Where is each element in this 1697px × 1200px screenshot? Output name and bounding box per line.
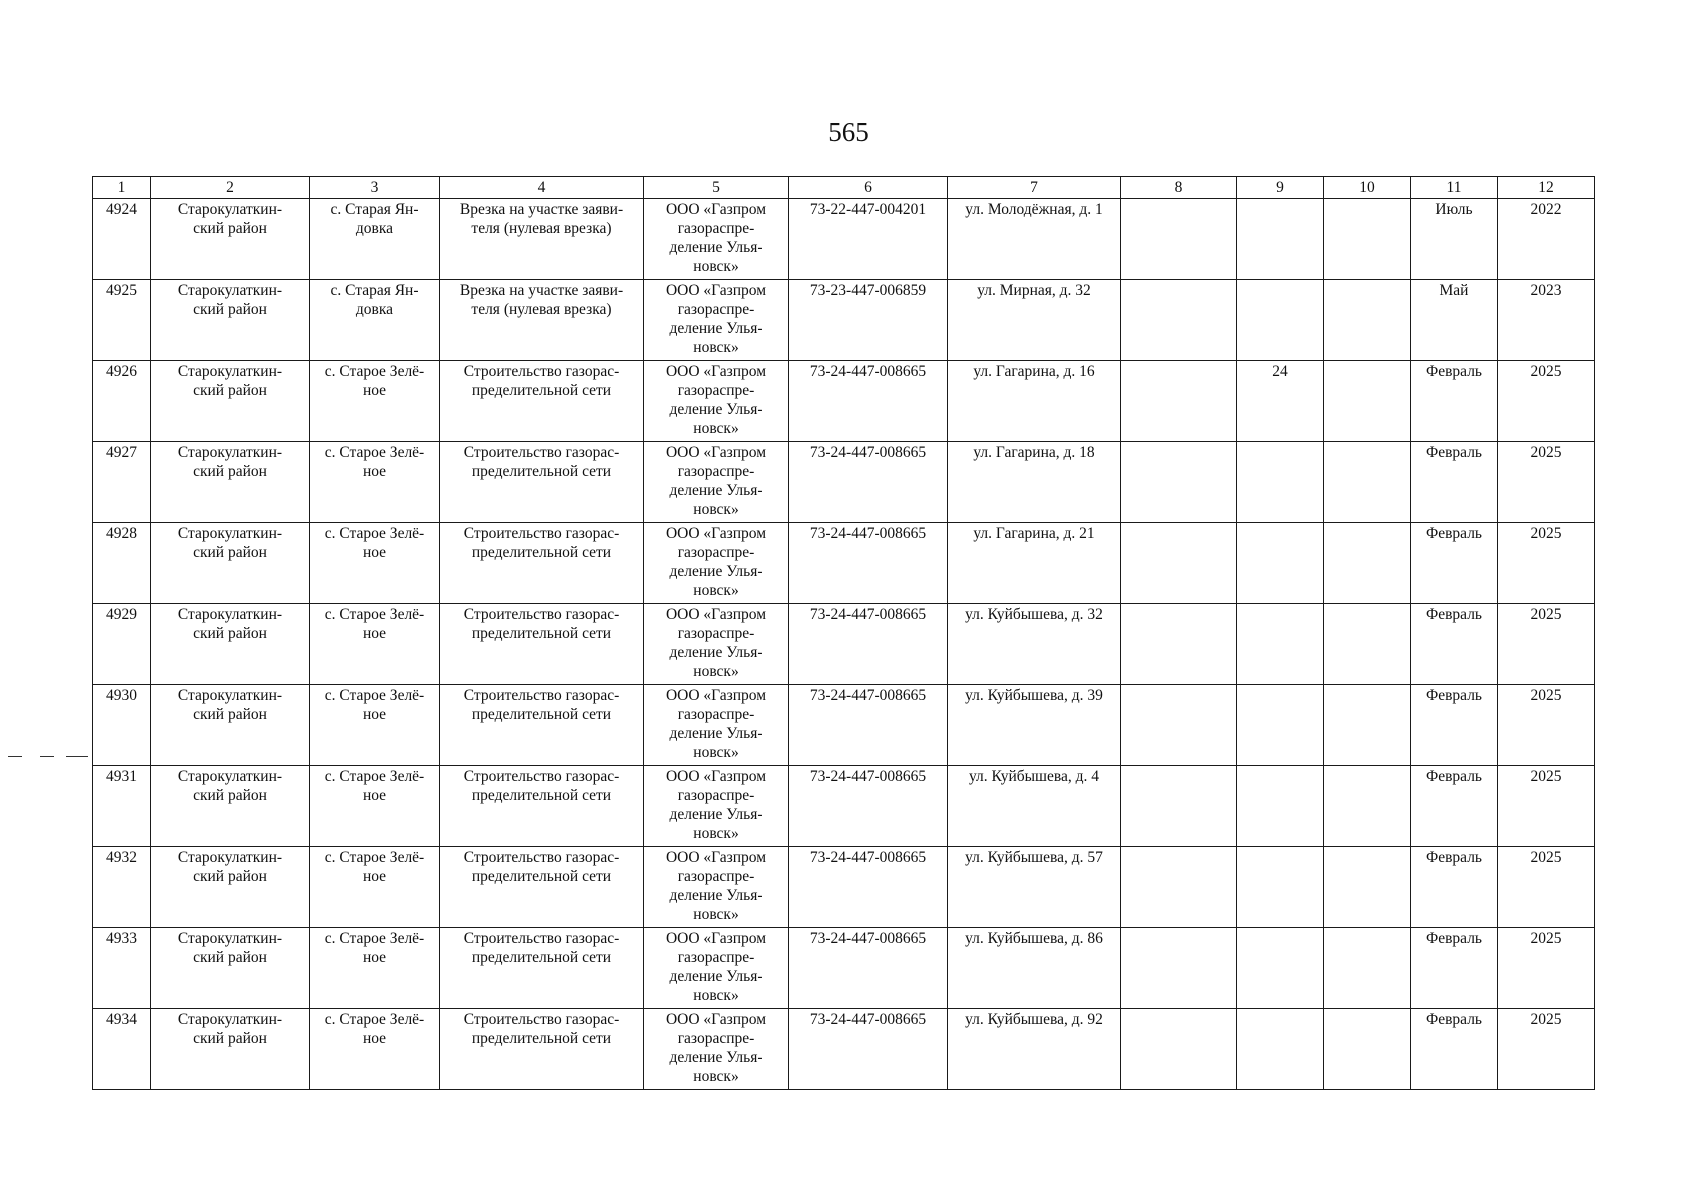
scan-artifact	[8, 756, 22, 757]
table-row	[93, 766, 1595, 847]
cell-number: 4927	[93, 442, 151, 523]
cell-month: Февраль	[1411, 766, 1498, 847]
cell-col8	[1121, 442, 1237, 523]
page-number: 565	[828, 117, 869, 147]
column-header: 2	[151, 177, 310, 199]
register-table	[92, 176, 1595, 1090]
cell-year: 2022	[1498, 199, 1595, 280]
cell-col10	[1324, 280, 1411, 361]
cell-organization: ООО «Газпром газораспре- деление Улья- новск»	[644, 1009, 789, 1090]
cell-month: Февраль	[1411, 604, 1498, 685]
table-body	[93, 199, 1595, 1090]
cell-col10	[1324, 442, 1411, 523]
cell-work-type: Строительство газорас- пределительной сети	[440, 766, 644, 847]
cell-locality: с. Старое Зелё- ное	[310, 685, 440, 766]
cell-col9	[1237, 604, 1324, 685]
cell-year: 2025	[1498, 604, 1595, 685]
cell-col9	[1237, 523, 1324, 604]
header-row	[93, 177, 1595, 199]
cell-col10	[1324, 199, 1411, 280]
cell-address: ул. Куйбышева, д. 4	[948, 766, 1121, 847]
cell-code: 73-24-447-008665	[789, 361, 948, 442]
cell-col10	[1324, 928, 1411, 1009]
cell-organization: ООО «Газпром газораспре- деление Улья- новск»	[644, 928, 789, 1009]
cell-locality: с. Старое Зелё- ное	[310, 847, 440, 928]
cell-organization: ООО «Газпром газораспре- деление Улья- новск»	[644, 847, 789, 928]
cell-organization: ООО «Газпром газораспре- деление Улья- новск»	[644, 685, 789, 766]
cell-col8	[1121, 928, 1237, 1009]
cell-work-type: Строительство газорас- пределительной сети	[440, 523, 644, 604]
column-header: 8	[1121, 177, 1237, 199]
cell-month: Февраль	[1411, 1009, 1498, 1090]
cell-address: ул. Куйбышева, д. 32	[948, 604, 1121, 685]
cell-address: ул. Куйбышева, д. 57	[948, 847, 1121, 928]
table-row	[93, 685, 1595, 766]
cell-code: 73-24-447-008665	[789, 766, 948, 847]
table-row	[93, 928, 1595, 1009]
cell-work-type: Врезка на участке заяви- теля (нулевая врезка)	[440, 199, 644, 280]
cell-address: ул. Гагарина, д. 16	[948, 361, 1121, 442]
cell-code: 73-22-447-004201	[789, 199, 948, 280]
cell-address: ул. Куйбышева, д. 39	[948, 685, 1121, 766]
cell-number: 4931	[93, 766, 151, 847]
cell-work-type: Строительство газорас- пределительной сети	[440, 1009, 644, 1090]
cell-organization: ООО «Газпром газораспре- деление Улья- новск»	[644, 442, 789, 523]
cell-locality: с. Старое Зелё- ное	[310, 1009, 440, 1090]
cell-code: 73-24-447-008665	[789, 1009, 948, 1090]
column-header: 7	[948, 177, 1121, 199]
cell-year: 2023	[1498, 280, 1595, 361]
cell-col10	[1324, 523, 1411, 604]
cell-work-type: Строительство газорас- пределительной сети	[440, 847, 644, 928]
cell-col9: 24	[1237, 361, 1324, 442]
column-header: 6	[789, 177, 948, 199]
cell-work-type: Строительство газорас- пределительной сети	[440, 685, 644, 766]
cell-number: 4929	[93, 604, 151, 685]
cell-col8	[1121, 1009, 1237, 1090]
cell-col10	[1324, 847, 1411, 928]
cell-month: Февраль	[1411, 442, 1498, 523]
cell-col10	[1324, 766, 1411, 847]
cell-month: Февраль	[1411, 928, 1498, 1009]
cell-col9	[1237, 685, 1324, 766]
cell-organization: ООО «Газпром газораспре- деление Улья- новск»	[644, 361, 789, 442]
cell-district: Старокулаткин- ский район	[151, 442, 310, 523]
cell-work-type: Строительство газорас- пределительной сети	[440, 361, 644, 442]
cell-number: 4930	[93, 685, 151, 766]
cell-address: ул. Куйбышева, д. 92	[948, 1009, 1121, 1090]
cell-month: Февраль	[1411, 523, 1498, 604]
cell-number: 4928	[93, 523, 151, 604]
cell-locality: с. Старая Ян- довка	[310, 280, 440, 361]
cell-year: 2025	[1498, 1009, 1595, 1090]
cell-year: 2025	[1498, 685, 1595, 766]
cell-col8	[1121, 280, 1237, 361]
cell-col8	[1121, 199, 1237, 280]
cell-district: Старокулаткин- ский район	[151, 604, 310, 685]
cell-organization: ООО «Газпром газораспре- деление Улья- новск»	[644, 280, 789, 361]
cell-year: 2025	[1498, 928, 1595, 1009]
scan-artifact	[40, 756, 54, 757]
cell-number: 4933	[93, 928, 151, 1009]
cell-col9	[1237, 928, 1324, 1009]
column-header: 9	[1237, 177, 1324, 199]
cell-year: 2025	[1498, 766, 1595, 847]
table-row	[93, 280, 1595, 361]
cell-col10	[1324, 604, 1411, 685]
cell-col9	[1237, 847, 1324, 928]
cell-code: 73-24-447-008665	[789, 685, 948, 766]
cell-col9	[1237, 766, 1324, 847]
cell-district: Старокулаткин- ский район	[151, 685, 310, 766]
cell-col10	[1324, 361, 1411, 442]
cell-number: 4932	[93, 847, 151, 928]
cell-address: ул. Мирная, д. 32	[948, 280, 1121, 361]
cell-locality: с. Старое Зелё- ное	[310, 766, 440, 847]
cell-work-type: Строительство газорас- пределительной сети	[440, 928, 644, 1009]
cell-locality: с. Старое Зелё- ное	[310, 361, 440, 442]
cell-col10	[1324, 685, 1411, 766]
cell-month: Февраль	[1411, 361, 1498, 442]
table-row	[93, 1009, 1595, 1090]
table-row	[93, 361, 1595, 442]
cell-code: 73-23-447-006859	[789, 280, 948, 361]
cell-work-type: Строительство газорас- пределительной сети	[440, 604, 644, 685]
cell-col9	[1237, 199, 1324, 280]
cell-district: Старокулаткин- ский район	[151, 199, 310, 280]
cell-address: ул. Гагарина, д. 21	[948, 523, 1121, 604]
cell-work-type: Врезка на участке заяви- теля (нулевая врезка)	[440, 280, 644, 361]
cell-number: 4934	[93, 1009, 151, 1090]
table-row	[93, 604, 1595, 685]
cell-locality: с. Старая Ян- довка	[310, 199, 440, 280]
cell-year: 2025	[1498, 523, 1595, 604]
cell-organization: ООО «Газпром газораспре- деление Улья- новск»	[644, 199, 789, 280]
cell-code: 73-24-447-008665	[789, 847, 948, 928]
cell-year: 2025	[1498, 361, 1595, 442]
cell-col9	[1237, 1009, 1324, 1090]
cell-district: Старокулаткин- ский район	[151, 766, 310, 847]
cell-col8	[1121, 847, 1237, 928]
cell-month: Июль	[1411, 199, 1498, 280]
table-row	[93, 442, 1595, 523]
cell-year: 2025	[1498, 442, 1595, 523]
cell-month: Февраль	[1411, 847, 1498, 928]
cell-work-type: Строительство газорас- пределительной сети	[440, 442, 644, 523]
column-header: 3	[310, 177, 440, 199]
cell-col8	[1121, 685, 1237, 766]
cell-district: Старокулаткин- ский район	[151, 1009, 310, 1090]
table-row	[93, 847, 1595, 928]
cell-col8	[1121, 604, 1237, 685]
cell-col8	[1121, 766, 1237, 847]
cell-locality: с. Старое Зелё- ное	[310, 442, 440, 523]
cell-district: Старокулаткин- ский район	[151, 361, 310, 442]
cell-organization: ООО «Газпром газораспре- деление Улья- новск»	[644, 523, 789, 604]
cell-district: Старокулаткин- ский район	[151, 523, 310, 604]
cell-organization: ООО «Газпром газораспре- деление Улья- новск»	[644, 604, 789, 685]
cell-year: 2025	[1498, 847, 1595, 928]
cell-number: 4924	[93, 199, 151, 280]
column-header: 12	[1498, 177, 1595, 199]
cell-district: Старокулаткин- ский район	[151, 928, 310, 1009]
cell-number: 4926	[93, 361, 151, 442]
cell-district: Старокулаткин- ский район	[151, 847, 310, 928]
column-header: 4	[440, 177, 644, 199]
cell-col10	[1324, 1009, 1411, 1090]
cell-col8	[1121, 523, 1237, 604]
scan-artifact	[66, 756, 88, 757]
cell-number: 4925	[93, 280, 151, 361]
cell-month: Май	[1411, 280, 1498, 361]
cell-address: ул. Молодёжная, д. 1	[948, 199, 1121, 280]
cell-col9	[1237, 442, 1324, 523]
cell-code: 73-24-447-008665	[789, 442, 948, 523]
cell-col9	[1237, 280, 1324, 361]
cell-locality: с. Старое Зелё- ное	[310, 928, 440, 1009]
cell-code: 73-24-447-008665	[789, 523, 948, 604]
column-header: 5	[644, 177, 789, 199]
column-header: 11	[1411, 177, 1498, 199]
cell-address: ул. Гагарина, д. 18	[948, 442, 1121, 523]
column-header: 1	[93, 177, 151, 199]
cell-code: 73-24-447-008665	[789, 604, 948, 685]
table-row	[93, 523, 1595, 604]
cell-locality: с. Старое Зелё- ное	[310, 523, 440, 604]
column-header: 10	[1324, 177, 1411, 199]
cell-district: Старокулаткин- ский район	[151, 280, 310, 361]
cell-address: ул. Куйбышева, д. 86	[948, 928, 1121, 1009]
cell-organization: ООО «Газпром газораспре- деление Улья- новск»	[644, 766, 789, 847]
table-row	[93, 199, 1595, 280]
cell-month: Февраль	[1411, 685, 1498, 766]
cell-code: 73-24-447-008665	[789, 928, 948, 1009]
cell-col8	[1121, 361, 1237, 442]
cell-locality: с. Старое Зелё- ное	[310, 604, 440, 685]
